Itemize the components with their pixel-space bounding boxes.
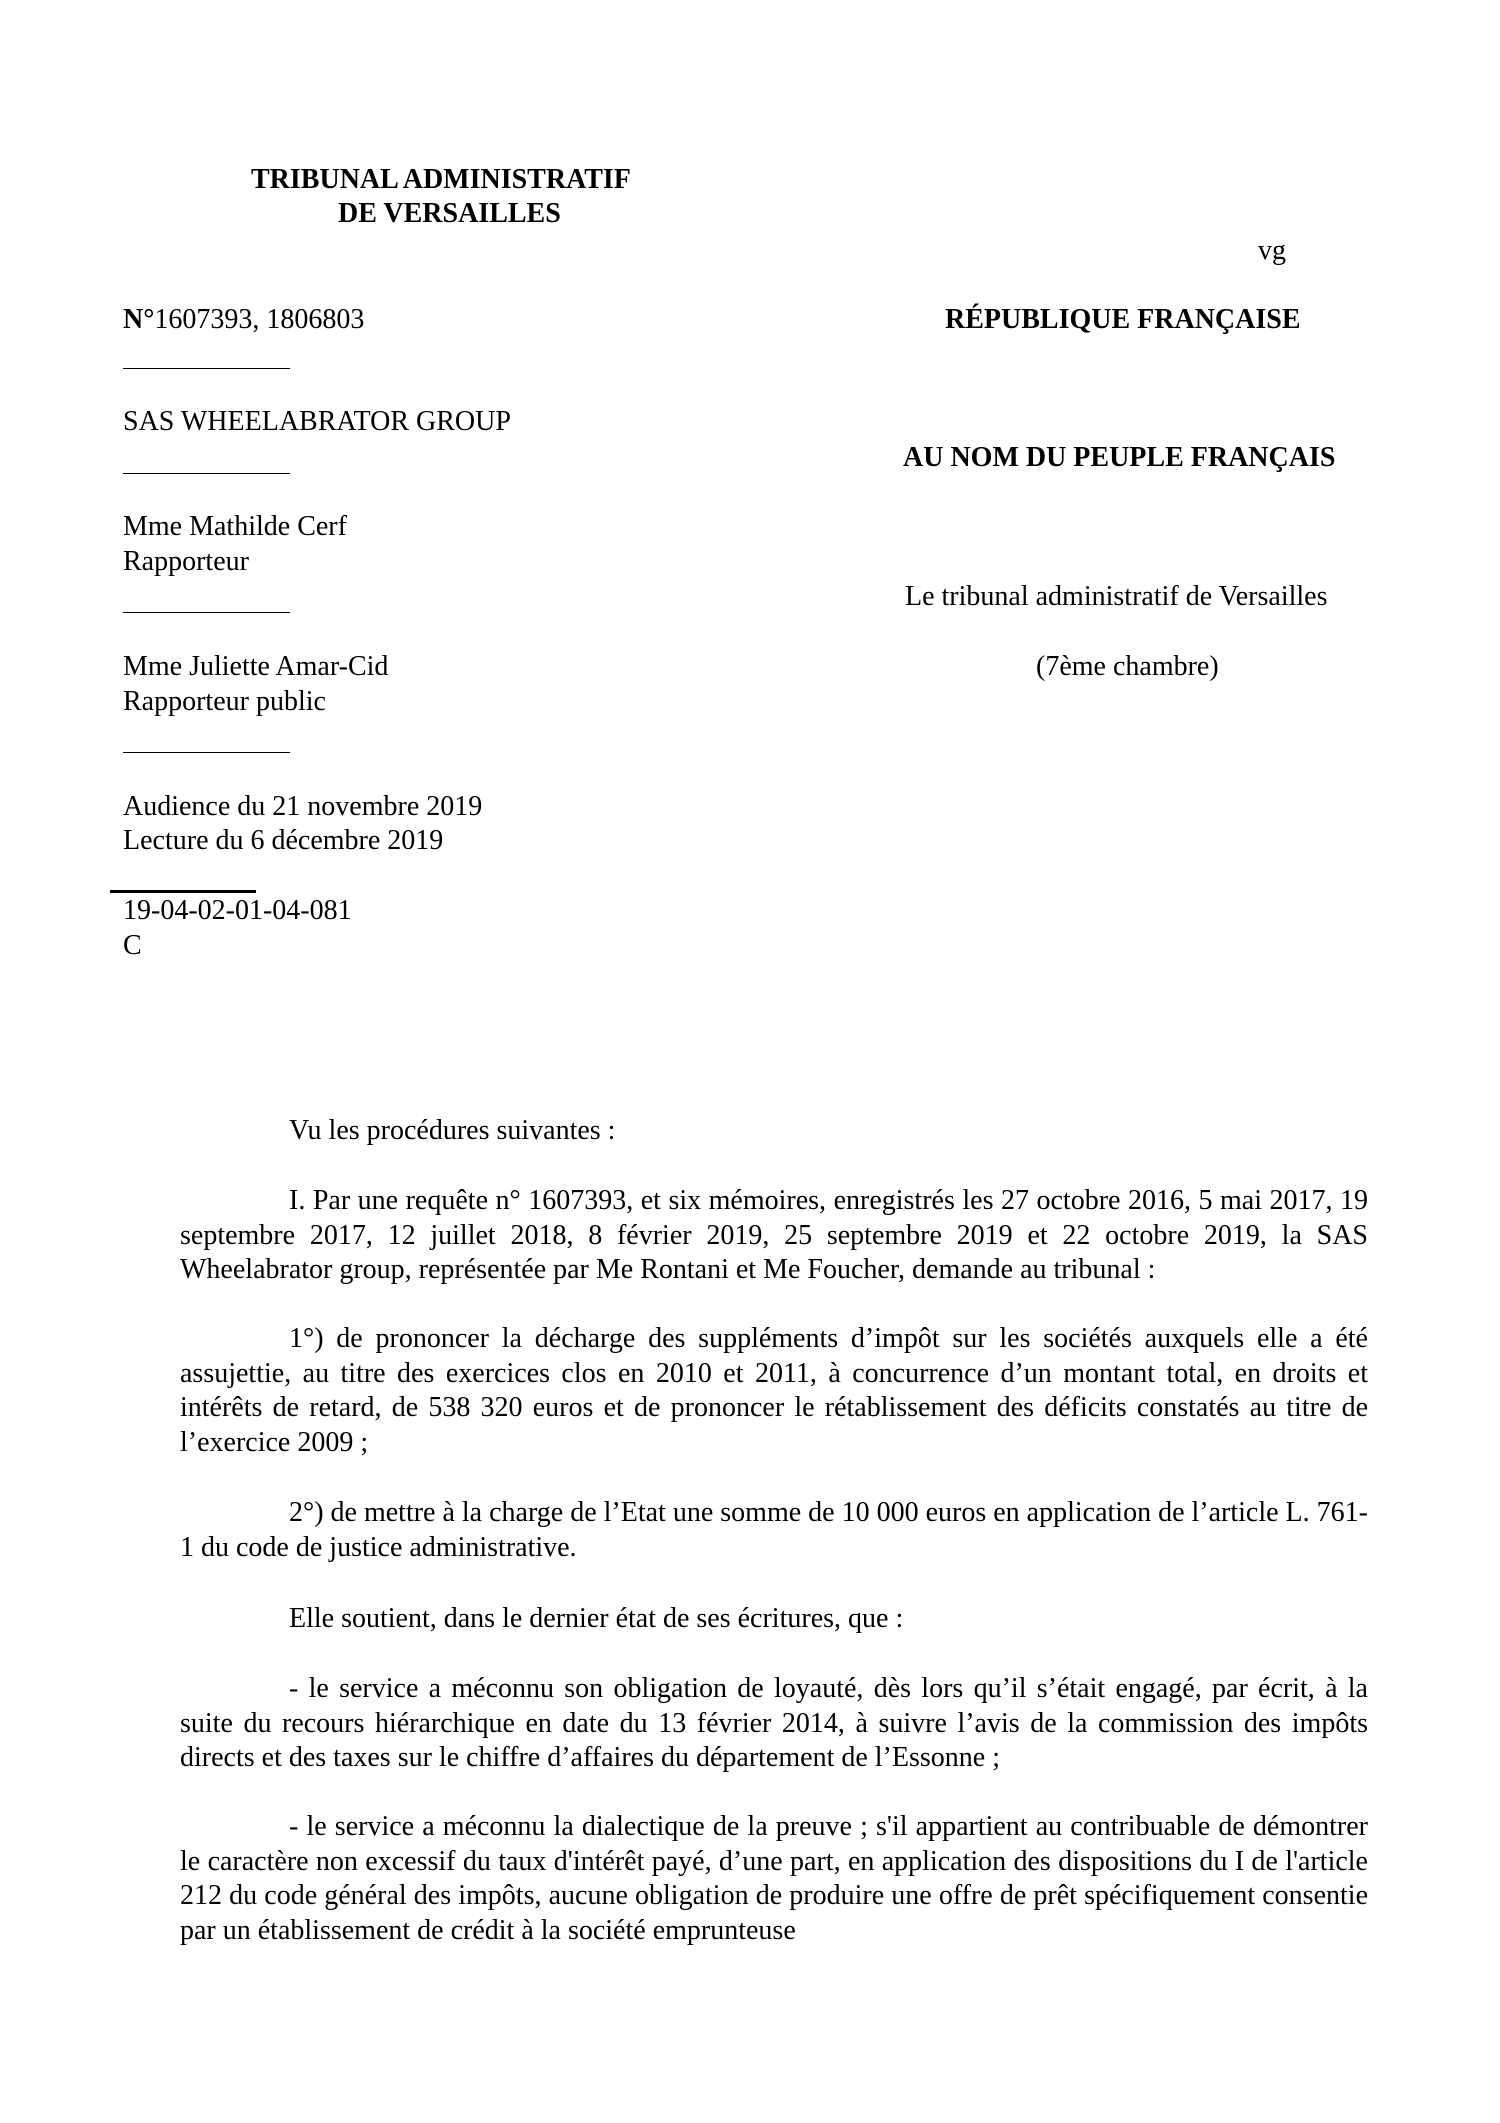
paragraph: Elle soutient, dans le dernier état de ses écritures, que : <box>289 1603 904 1634</box>
chamber: (7ème chambre) <box>1036 651 1219 682</box>
classification-letter: C <box>123 930 142 961</box>
reading-date: Lecture du 6 décembre 2019 <box>123 825 444 856</box>
paragraph: - le service a méconnu son obligation de loyauté, dès lors qu’il s’était engagé, par écrit, à la suite du recours hiérarchique en date du 13 février 2014, à suivre l’avis de la commission des impôts directs et des taxes sur le chiffre d’affaires du département de l’Essonne ; <box>180 1673 1368 1773</box>
republic-heading: RÉPUBLIQUE FRANÇAISE <box>945 304 1301 335</box>
hearing-date: Audience du 21 novembre 2019 <box>123 791 483 822</box>
paragraph: Vu les procédures suivantes : <box>289 1115 616 1146</box>
court-name-line1: TRIBUNAL ADMINISTRATIF <box>251 164 631 195</box>
court-name-line2: DE VERSAILLES <box>338 198 561 229</box>
public-rapporteur-name: Mme Juliette Amar-Cid <box>123 651 389 682</box>
people-heading: AU NOM DU PEUPLE FRANÇAIS <box>903 442 1336 473</box>
paragraph: - le service a méconnu la dialectique de la preuve ; s'il appartient au contribuable de démontrer le caractère non excessif du taux d'intérêt payé, d’une part, en application des dispositions du I de l'article 212 du code général des impôts, aucune obligation de produire une offre de prêt spécifiquement consentie par un établissement de crédit à la société emprunteuse <box>180 1811 1368 1946</box>
rapporteur-role: Rapporteur <box>123 546 249 577</box>
clerk-initials: vg <box>1258 235 1286 266</box>
case-number-label: N° <box>123 304 155 335</box>
separator-rule-thick <box>110 890 256 893</box>
paragraph: 2°) de mettre à la charge de l’Etat une somme de 10 000 euros en application de l’article L. 761-1 du code de justice administrative. <box>180 1497 1368 1563</box>
paragraph: I. Par une requête n° 1607393, et six mémoires, enregistrés les 27 octobre 2016, 5 mai 2017, 19 septembre 2017, 12 juillet 2018, 8 février 2019, 25 septembre 2019 et 22 octobre 2019, la SAS Wheelabrator group, représentée par Me Rontani et Me Foucher, demande au tribunal : <box>180 1185 1368 1285</box>
public-rapporteur-role: Rapporteur public <box>123 686 326 717</box>
court-intro: Le tribunal administratif de Versailles <box>905 581 1328 612</box>
party-name: SAS WHEELABRATOR GROUP <box>123 406 511 437</box>
separator-rule <box>123 612 290 613</box>
paragraph: 1°) de prononcer la décharge des suppléments d’impôt sur les sociétés auxquels elle a été assujettie, au titre des exercices clos en 2010 et 2011, à concurrence d’un montant total, en droits et intérêts de retard, de 538 320 euros et de prononcer le rétablissement des déficits constatés au titre de l’exercice 2009 ; <box>180 1323 1368 1458</box>
separator-rule <box>123 368 290 369</box>
separator-rule <box>123 473 290 474</box>
classification-code: 19-04-02-01-04-081 <box>123 895 352 926</box>
case-number-value: 1607393, 1806803 <box>154 304 365 335</box>
case-number <box>123 303 364 337</box>
rapporteur-name: Mme Mathilde Cerf <box>123 511 347 542</box>
separator-rule <box>123 752 290 753</box>
